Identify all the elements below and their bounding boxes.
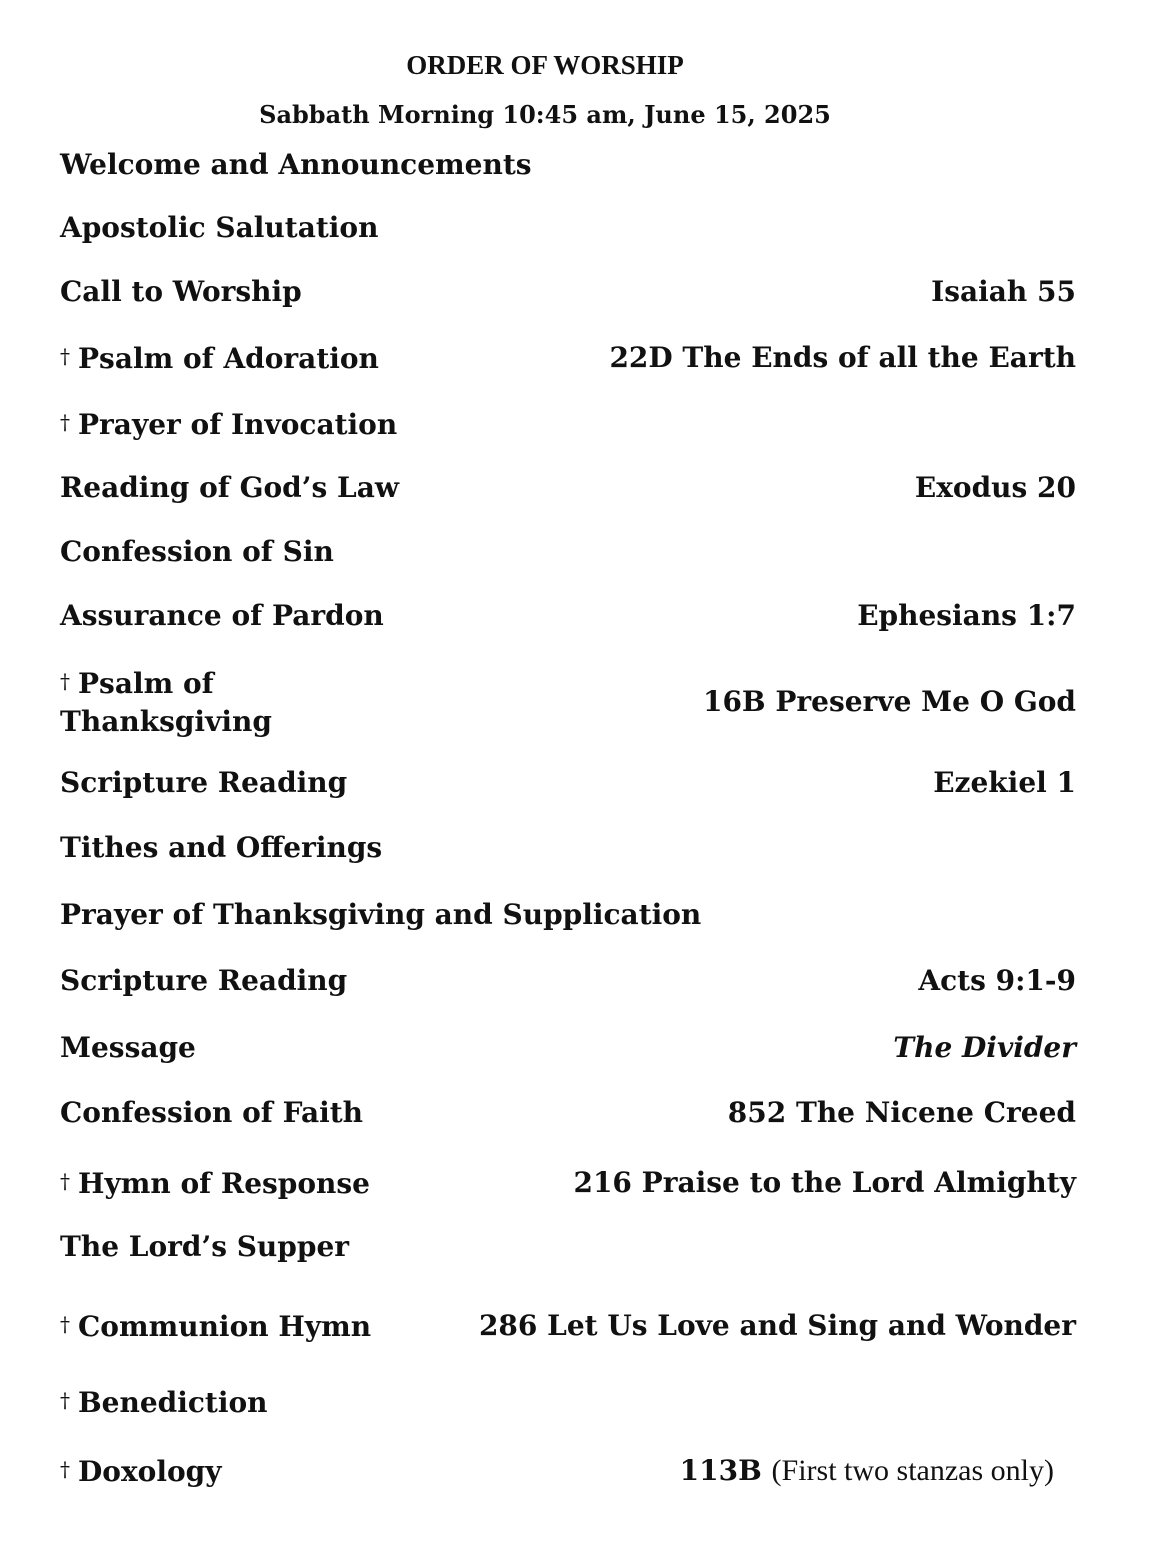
worship-item: Psalm of Thanksgiving <box>60 667 272 738</box>
worship-row <box>60 337 1076 378</box>
worship-detail: 852 The Nicene Creed <box>727 1096 1076 1129</box>
service-date-subtitle: Sabbath Morning 10:45 am, June 15, 2025 <box>259 100 831 129</box>
dagger-icon: † <box>60 344 70 368</box>
worship-item: Doxology <box>78 1455 222 1488</box>
worship-detail: Isaiah 55 <box>931 275 1076 308</box>
worship-detail: 286 Let Us Love and Sing and Wonder <box>478 1308 1076 1342</box>
worship-row <box>60 1450 1054 1491</box>
worship-item: Message <box>60 1031 196 1064</box>
worship-item: Scripture Reading <box>60 766 348 799</box>
worship-item-wrapper <box>60 1450 222 1491</box>
worship-row <box>60 597 1076 635</box>
worship-item-wrapper <box>60 1305 371 1346</box>
worship-item: Confession of Sin <box>60 535 334 568</box>
worship-row <box>60 1228 1076 1266</box>
worship-row <box>60 1381 1076 1422</box>
worship-item-wrapper <box>60 1381 268 1422</box>
worship-detail: Ezekiel 1 <box>933 766 1076 799</box>
dagger-icon: † <box>60 1169 70 1193</box>
worship-item: Hymn of Response <box>78 1167 370 1200</box>
worship-item-wrapper <box>60 1162 370 1203</box>
worship-item: Tithes and Offerings <box>60 831 383 864</box>
worship-row <box>60 829 1076 867</box>
worship-item: Communion Hymn <box>78 1310 372 1343</box>
worship-item-wrapper <box>60 337 379 378</box>
worship-detail: Ephesians 1:7 <box>857 599 1076 632</box>
worship-item-wrapper <box>60 662 320 741</box>
sermon-title: The Divider <box>893 1031 1076 1064</box>
worship-item: Assurance of Pardon <box>60 599 384 632</box>
doxology-number: 113B <box>679 1453 762 1487</box>
worship-row <box>60 764 1076 802</box>
worship-detail: Exodus 20 <box>914 471 1076 504</box>
worship-row <box>60 896 1076 934</box>
worship-row <box>60 469 1076 507</box>
worship-item: Benediction <box>78 1386 268 1419</box>
worship-row <box>60 146 1076 184</box>
worship-row <box>60 533 1076 571</box>
doxology-detail <box>680 1452 1054 1490</box>
worship-item: Psalm of Adoration <box>78 342 379 375</box>
worship-item: Confession of Faith <box>60 1096 364 1129</box>
worship-item: Call to Worship <box>60 275 302 308</box>
worship-row <box>60 273 1076 311</box>
worship-row <box>60 1094 1076 1132</box>
worship-row <box>60 1162 1076 1203</box>
worship-item: Prayer of Thanksgiving and Supplication <box>60 898 702 931</box>
worship-item: Scripture Reading <box>60 964 348 997</box>
worship-row <box>60 1029 1076 1067</box>
worship-item-wrapper <box>60 403 397 444</box>
worship-item: Welcome and Announcements <box>60 148 532 181</box>
worship-item: Prayer of Invocation <box>78 408 398 441</box>
order-of-worship-title: ORDER OF WORSHIP <box>406 50 684 80</box>
worship-row <box>60 1305 1076 1346</box>
worship-row <box>60 403 1076 444</box>
worship-item: Reading of God’s Law <box>60 471 399 504</box>
worship-detail: Acts 9:1-9 <box>918 964 1076 997</box>
worship-detail: 216 Praise to the Lord Almighty <box>573 1165 1076 1199</box>
dagger-icon: † <box>60 669 70 693</box>
worship-item: Apostolic Salutation <box>60 211 379 244</box>
worship-detail: 22D The Ends of all the Earth <box>609 340 1076 374</box>
worship-row <box>60 209 1076 247</box>
doxology-note: (First two stanzas only) <box>771 1453 1054 1487</box>
dagger-icon: † <box>60 1388 70 1412</box>
worship-row <box>60 962 1076 1000</box>
dagger-icon: † <box>60 410 70 434</box>
dagger-icon: † <box>60 1457 70 1481</box>
dagger-icon: † <box>60 1312 70 1336</box>
worship-row <box>60 662 1076 741</box>
worship-detail: 16B Preserve Me O God <box>702 684 1076 718</box>
worship-item: The Lord’s Supper <box>60 1230 350 1263</box>
